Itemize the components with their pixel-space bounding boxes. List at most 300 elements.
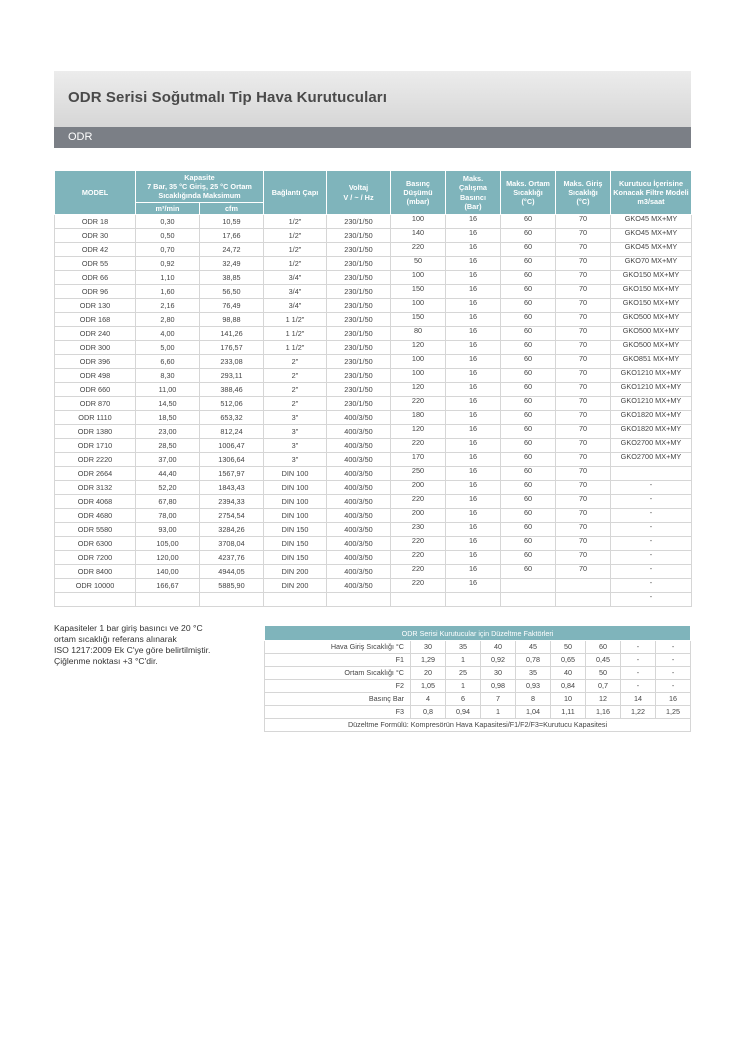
correction-value: 8 (516, 693, 551, 706)
cell-max-pressure: 16 (446, 464, 501, 478)
correction-label: Ortam Sıcaklığı °C (265, 667, 411, 680)
cell-voltage: 230/1/50 (327, 299, 391, 313)
cell-max-pressure: 16 (446, 478, 501, 492)
cell-model: ODR 4068 (55, 495, 136, 509)
cell-max-inlet: 70 (556, 436, 611, 450)
correction-value: - (621, 641, 656, 654)
cell-max-ambient: 60 (501, 254, 556, 268)
cell-max-ambient: 60 (501, 464, 556, 478)
cell-cap-m3: 18,50 (136, 411, 200, 425)
cell-cap-m3: 78,00 (136, 509, 200, 523)
cell-cap-cfm: 4237,76 (200, 551, 264, 565)
cell-model: ODR 7200 (55, 551, 136, 565)
cell-voltage: 400/3/50 (327, 495, 391, 509)
cell-model: ODR 4680 (55, 509, 136, 523)
correction-row (265, 693, 691, 706)
cell-voltage: 230/1/50 (327, 327, 391, 341)
cell-max-ambient: 60 (501, 352, 556, 366)
cell-max-ambient (501, 576, 556, 590)
correction-value: - (621, 667, 656, 680)
cell-filter: - (611, 590, 692, 604)
cell-connection: DIN 100 (264, 481, 327, 495)
cell-cap-cfm: 653,32 (200, 411, 264, 425)
cell-voltage: 230/1/50 (327, 355, 391, 369)
cell-model: ODR 66 (55, 271, 136, 285)
header-max-pressure: Maks. Çalışma Basıncı (Bar) (446, 171, 501, 215)
note-line: Çiğlenme noktası +3 °C'dir. (54, 656, 158, 666)
correction-value: 7 (481, 693, 516, 706)
cell-model: ODR 96 (55, 285, 136, 299)
cell-model: ODR 18 (55, 215, 136, 229)
cell-voltage: 230/1/50 (327, 383, 391, 397)
correction-value: 1,25 (656, 706, 691, 719)
cell-max-inlet: 70 (556, 478, 611, 492)
cell-filter: GKO70 MX+MY (611, 254, 692, 268)
cell-model: ODR 8400 (55, 565, 136, 579)
cell-max-ambient: 60 (501, 422, 556, 436)
cell-filter: GKO45 MX+MY (611, 226, 692, 240)
cell-pressure-drop: 120 (391, 380, 446, 394)
cell-max-ambient: 60 (501, 212, 556, 226)
cell-max-inlet: 70 (556, 450, 611, 464)
correction-label: Hava Giriş Sıcaklığı °C (265, 641, 411, 654)
cell-pressure-drop: 100 (391, 296, 446, 310)
header-max-ambient: Maks. Ortam Sıcaklığı (°C) (501, 171, 556, 215)
cell-cap-m3: 0,30 (136, 215, 200, 229)
correction-value: 14 (621, 693, 656, 706)
cell-cap-m3: 166,67 (136, 579, 200, 593)
note-line: Kapasiteler 1 bar giriş basıncı ve 20 °C (54, 623, 203, 633)
cell-voltage: 230/1/50 (327, 243, 391, 257)
correction-table (264, 625, 691, 732)
cell-max-inlet: 70 (556, 520, 611, 534)
cell-pressure-drop: 200 (391, 506, 446, 520)
cell-connection: 1/2" (264, 215, 327, 229)
cell-max-pressure: 16 (446, 380, 501, 394)
cell-max-inlet: 70 (556, 408, 611, 422)
cell-max-inlet: 70 (556, 324, 611, 338)
cell-filter: - (611, 506, 692, 520)
cell-pressure-drop: 170 (391, 450, 446, 464)
cell-connection: 2" (264, 383, 327, 397)
title-band (54, 71, 691, 127)
correction-label: F1 (265, 654, 411, 667)
cell-connection: 2" (264, 397, 327, 411)
specs-table (54, 170, 692, 607)
correction-value: 1,11 (551, 706, 586, 719)
correction-value: 1,05 (411, 680, 446, 693)
cell-model: ODR 130 (55, 299, 136, 313)
cell-max-ambient: 60 (501, 282, 556, 296)
cell-cap-cfm: 1567,97 (200, 467, 264, 481)
correction-value: 30 (411, 641, 446, 654)
cell-voltage: 400/3/50 (327, 537, 391, 551)
cell-pressure-drop: 100 (391, 366, 446, 380)
cell-pressure-drop: 220 (391, 534, 446, 548)
correction-row (265, 667, 691, 680)
cell-cap-m3: 67,80 (136, 495, 200, 509)
cell-pressure-drop: 220 (391, 436, 446, 450)
cell-cap-m3: 8,30 (136, 369, 200, 383)
cell-connection: DIN 100 (264, 467, 327, 481)
correction-value: 35 (516, 667, 551, 680)
cell-cap-m3 (136, 593, 200, 607)
cell-cap-m3: 28,50 (136, 439, 200, 453)
cell-cap-m3: 1,60 (136, 285, 200, 299)
cell-pressure-drop: 100 (391, 212, 446, 226)
cell-max-ambient: 60 (501, 506, 556, 520)
cell-cap-cfm: 1843,43 (200, 481, 264, 495)
cell-max-inlet: 70 (556, 310, 611, 324)
cell-filter: - (611, 520, 692, 534)
cell-cap-m3: 120,00 (136, 551, 200, 565)
cell-max-ambient: 60 (501, 338, 556, 352)
cell-model: ODR 1110 (55, 411, 136, 425)
cell-max-inlet: 70 (556, 492, 611, 506)
cell-model: ODR 2664 (55, 467, 136, 481)
cell-filter: - (611, 562, 692, 576)
cell-cap-cfm: 512,06 (200, 397, 264, 411)
cell-connection (264, 593, 327, 607)
cell-filter: GKO45 MX+MY (611, 240, 692, 254)
cell-voltage: 400/3/50 (327, 439, 391, 453)
cell-cap-cfm: 17,66 (200, 229, 264, 243)
cell-connection: 3" (264, 411, 327, 425)
cell-voltage: 230/1/50 (327, 257, 391, 271)
cell-cap-cfm: 3284,26 (200, 523, 264, 537)
cell-cap-cfm: 5885,90 (200, 579, 264, 593)
cell-voltage: 400/3/50 (327, 509, 391, 523)
cell-cap-cfm: 38,85 (200, 271, 264, 285)
cell-connection: DIN 150 (264, 551, 327, 565)
cell-max-ambient: 60 (501, 436, 556, 450)
correction-value: 0,94 (446, 706, 481, 719)
header-voltage: Voltaj V / ~ / Hz (327, 171, 391, 215)
cell-pressure-drop: 50 (391, 254, 446, 268)
cell-model: ODR 5580 (55, 523, 136, 537)
cell-max-inlet (556, 576, 611, 590)
cell-cap-cfm: 388,46 (200, 383, 264, 397)
correction-label: Basınç Bar (265, 693, 411, 706)
correction-value: 4 (411, 693, 446, 706)
header-capacity-cfm: cfm (200, 203, 264, 215)
correction-value: 1 (446, 654, 481, 667)
cell-cap-cfm: 1306,64 (200, 453, 264, 467)
cell-connection: 3" (264, 439, 327, 453)
header-connection: Bağlantı Çapı (264, 171, 327, 215)
cell-max-inlet: 70 (556, 296, 611, 310)
cell-max-inlet: 70 (556, 534, 611, 548)
cell-pressure-drop: 100 (391, 268, 446, 282)
cell-max-ambient: 60 (501, 240, 556, 254)
cell-max-inlet: 70 (556, 254, 611, 268)
note-line: ISO 1217:2009 Ek C'ye göre belirtilmiştir. (54, 645, 211, 655)
cell-max-pressure: 16 (446, 282, 501, 296)
cell-cap-cfm: 32,49 (200, 257, 264, 271)
cell-voltage: 400/3/50 (327, 467, 391, 481)
cell-max-pressure: 16 (446, 352, 501, 366)
correction-value: 50 (551, 641, 586, 654)
cell-model: ODR 1380 (55, 425, 136, 439)
correction-label: F3 (265, 706, 411, 719)
correction-value: 12 (586, 693, 621, 706)
cell-max-ambient: 60 (501, 408, 556, 422)
cell-max-ambient: 60 (501, 380, 556, 394)
cell-max-pressure: 16 (446, 436, 501, 450)
cell-max-pressure: 16 (446, 394, 501, 408)
cell-connection: 1/2" (264, 257, 327, 271)
cell-connection: DIN 150 (264, 523, 327, 537)
cell-pressure-drop (391, 590, 446, 604)
cell-filter: GKO1820 MX+MY (611, 422, 692, 436)
correction-value: - (621, 654, 656, 667)
cell-pressure-drop: 180 (391, 408, 446, 422)
correction-value: 1,04 (516, 706, 551, 719)
cell-cap-m3: 1,10 (136, 271, 200, 285)
cell-max-inlet: 70 (556, 240, 611, 254)
cell-voltage: 400/3/50 (327, 565, 391, 579)
cell-connection: 1/2" (264, 243, 327, 257)
cell-cap-m3: 23,00 (136, 425, 200, 439)
correction-value: 0,65 (551, 654, 586, 667)
cell-max-inlet: 70 (556, 268, 611, 282)
cell-cap-m3: 2,16 (136, 299, 200, 313)
cell-model: ODR 660 (55, 383, 136, 397)
cell-cap-m3: 105,00 (136, 537, 200, 551)
cell-model: ODR 3132 (55, 481, 136, 495)
cell-cap-m3: 4,00 (136, 327, 200, 341)
cell-cap-m3: 140,00 (136, 565, 200, 579)
cell-connection: 1/2" (264, 229, 327, 243)
cell-model: ODR 55 (55, 257, 136, 271)
cell-max-pressure (446, 590, 501, 604)
correction-value: 1,16 (586, 706, 621, 719)
cell-cap-cfm: 141,26 (200, 327, 264, 341)
cell-cap-cfm: 76,49 (200, 299, 264, 313)
correction-value: 35 (446, 641, 481, 654)
cell-max-pressure: 16 (446, 492, 501, 506)
cell-max-ambient: 60 (501, 268, 556, 282)
header-model: MODEL (55, 171, 136, 215)
correction-value: 45 (516, 641, 551, 654)
cell-cap-cfm: 293,11 (200, 369, 264, 383)
cell-connection: 2" (264, 369, 327, 383)
header-filter: Kurutucu İçerisine Konacak Filtre Modeli m3/saat (611, 171, 692, 215)
cell-filter: GKO1820 MX+MY (611, 408, 692, 422)
cell-cap-m3: 14,50 (136, 397, 200, 411)
cell-cap-m3: 2,80 (136, 313, 200, 327)
cell-filter: GKO150 MX+MY (611, 296, 692, 310)
cell-max-inlet: 70 (556, 366, 611, 380)
cell-max-inlet: 70 (556, 422, 611, 436)
cell-model: ODR 10000 (55, 579, 136, 593)
cell-cap-cfm: 3708,04 (200, 537, 264, 551)
cell-cap-m3: 44,40 (136, 467, 200, 481)
correction-row (265, 654, 691, 667)
correction-value: 40 (551, 667, 586, 680)
cell-max-pressure: 16 (446, 422, 501, 436)
cell-max-pressure: 16 (446, 520, 501, 534)
cell-pressure-drop: 250 (391, 464, 446, 478)
cell-max-ambient: 60 (501, 310, 556, 324)
cell-max-inlet: 70 (556, 338, 611, 352)
correction-value: 0,92 (481, 654, 516, 667)
cell-model: ODR 1710 (55, 439, 136, 453)
cell-pressure-drop: 220 (391, 562, 446, 576)
correction-label: F2 (265, 680, 411, 693)
cell-max-inlet: 70 (556, 464, 611, 478)
cell-model: ODR 168 (55, 313, 136, 327)
cell-voltage: 230/1/50 (327, 215, 391, 229)
cell-filter: GKO1210 MX+MY (611, 380, 692, 394)
cell-model: ODR 300 (55, 341, 136, 355)
table-row (55, 593, 692, 607)
cell-pressure-drop: 220 (391, 394, 446, 408)
cell-cap-cfm: 176,57 (200, 341, 264, 355)
cell-model: ODR 42 (55, 243, 136, 257)
cell-max-inlet: 70 (556, 226, 611, 240)
cell-connection: DIN 200 (264, 579, 327, 593)
cell-max-pressure: 16 (446, 338, 501, 352)
cell-max-ambient: 60 (501, 548, 556, 562)
cell-pressure-drop: 220 (391, 240, 446, 254)
cell-max-pressure: 16 (446, 240, 501, 254)
correction-title: ODR Serisi Kurutucular için Düzeltme Faktörleri (265, 626, 691, 641)
cell-cap-cfm (200, 593, 264, 607)
correction-value: 25 (446, 667, 481, 680)
cell-voltage: 400/3/50 (327, 523, 391, 537)
cell-voltage: 400/3/50 (327, 579, 391, 593)
cell-connection: 3" (264, 425, 327, 439)
specs-table-body (55, 215, 692, 607)
note-line: ortam sıcaklığı referans alınarak (54, 634, 177, 644)
cell-pressure-drop: 150 (391, 310, 446, 324)
cell-connection: DIN 100 (264, 495, 327, 509)
cell-cap-m3: 52,20 (136, 481, 200, 495)
cell-max-inlet: 70 (556, 562, 611, 576)
cell-connection: 1 1/2" (264, 327, 327, 341)
cell-voltage: 400/3/50 (327, 551, 391, 565)
correction-row (265, 680, 691, 693)
cell-max-pressure: 16 (446, 324, 501, 338)
cell-model: ODR 396 (55, 355, 136, 369)
cell-cap-m3: 0,70 (136, 243, 200, 257)
cell-max-pressure: 16 (446, 296, 501, 310)
cell-pressure-drop: 120 (391, 422, 446, 436)
correction-value: 0,84 (551, 680, 586, 693)
cell-connection: 3/4" (264, 285, 327, 299)
correction-value: - (656, 667, 691, 680)
cell-max-inlet: 70 (556, 352, 611, 366)
cell-max-ambient: 60 (501, 562, 556, 576)
cell-cap-cfm: 812,24 (200, 425, 264, 439)
cell-max-ambient: 60 (501, 296, 556, 310)
cell-cap-m3: 37,00 (136, 453, 200, 467)
cell-filter (611, 464, 692, 478)
cell-max-pressure: 16 (446, 534, 501, 548)
cell-cap-m3: 0,50 (136, 229, 200, 243)
cell-filter: GKO500 MX+MY (611, 310, 692, 324)
cell-pressure-drop: 120 (391, 338, 446, 352)
cell-max-pressure: 16 (446, 576, 501, 590)
correction-value: 20 (411, 667, 446, 680)
cell-pressure-drop: 80 (391, 324, 446, 338)
cell-max-inlet: 70 (556, 548, 611, 562)
cell-max-pressure: 16 (446, 254, 501, 268)
cell-pressure-drop: 100 (391, 352, 446, 366)
cell-max-ambient: 60 (501, 478, 556, 492)
cell-max-ambient: 60 (501, 492, 556, 506)
cell-pressure-drop: 140 (391, 226, 446, 240)
cell-max-inlet: 70 (556, 212, 611, 226)
cell-filter: GKO1210 MX+MY (611, 366, 692, 380)
correction-value: 50 (586, 667, 621, 680)
cell-connection: 1 1/2" (264, 313, 327, 327)
cell-max-inlet: 70 (556, 380, 611, 394)
header-capacity: Kapasite 7 Bar, 35 °C Giriş, 25 °C Ortam Sıcaklığında Maksimum (136, 171, 264, 203)
cell-pressure-drop: 220 (391, 576, 446, 590)
cell-cap-cfm: 10,59 (200, 215, 264, 229)
correction-formula: Düzeltme Formülü: Kompresörün Hava Kapasitesi/F1/F2/F3=Kurutucu Kapasitesi (265, 719, 691, 732)
cell-filter: GKO2700 MX+MY (611, 436, 692, 450)
section-band (54, 127, 691, 148)
cell-voltage: 230/1/50 (327, 341, 391, 355)
cell-max-pressure: 16 (446, 310, 501, 324)
cell-model: ODR 870 (55, 397, 136, 411)
cell-pressure-drop: 150 (391, 282, 446, 296)
cell-filter: GKO150 MX+MY (611, 282, 692, 296)
cell-filter: GKO2700 MX+MY (611, 450, 692, 464)
cell-filter: - (611, 534, 692, 548)
header-pressure-drop: Basınç Düşümü (mbar) (391, 171, 446, 215)
correction-value: - (656, 654, 691, 667)
cell-max-ambient: 60 (501, 324, 556, 338)
cell-model: ODR 30 (55, 229, 136, 243)
cell-connection: 3/4" (264, 299, 327, 313)
correction-value: 40 (481, 641, 516, 654)
cell-cap-cfm: 56,50 (200, 285, 264, 299)
cell-voltage: 230/1/50 (327, 369, 391, 383)
cell-voltage (327, 593, 391, 607)
cell-cap-m3: 11,00 (136, 383, 200, 397)
cell-voltage: 400/3/50 (327, 425, 391, 439)
correction-value: - (656, 641, 691, 654)
cell-max-pressure: 16 (446, 562, 501, 576)
cell-pressure-drop: 200 (391, 478, 446, 492)
cell-max-pressure: 16 (446, 366, 501, 380)
cell-voltage: 230/1/50 (327, 271, 391, 285)
cell-filter: - (611, 478, 692, 492)
cell-pressure-drop: 220 (391, 548, 446, 562)
correction-value: 0,98 (481, 680, 516, 693)
cell-voltage: 230/1/50 (327, 285, 391, 299)
cell-connection: DIN 100 (264, 509, 327, 523)
cell-cap-m3: 93,00 (136, 523, 200, 537)
correction-value: 10 (551, 693, 586, 706)
cell-max-inlet: 70 (556, 282, 611, 296)
notes (54, 623, 210, 667)
cell-connection: 3/4" (264, 271, 327, 285)
cell-filter: GKO1210 MX+MY (611, 394, 692, 408)
cell-max-inlet (556, 590, 611, 604)
cell-cap-cfm: 1006,47 (200, 439, 264, 453)
header-max-inlet: Maks. Giriş Sıcaklığı (°C) (556, 171, 611, 215)
cell-filter: GKO851 MX+MY (611, 352, 692, 366)
correction-value: - (656, 680, 691, 693)
cell-cap-m3: 6,60 (136, 355, 200, 369)
cell-voltage: 400/3/50 (327, 411, 391, 425)
correction-row (265, 641, 691, 654)
